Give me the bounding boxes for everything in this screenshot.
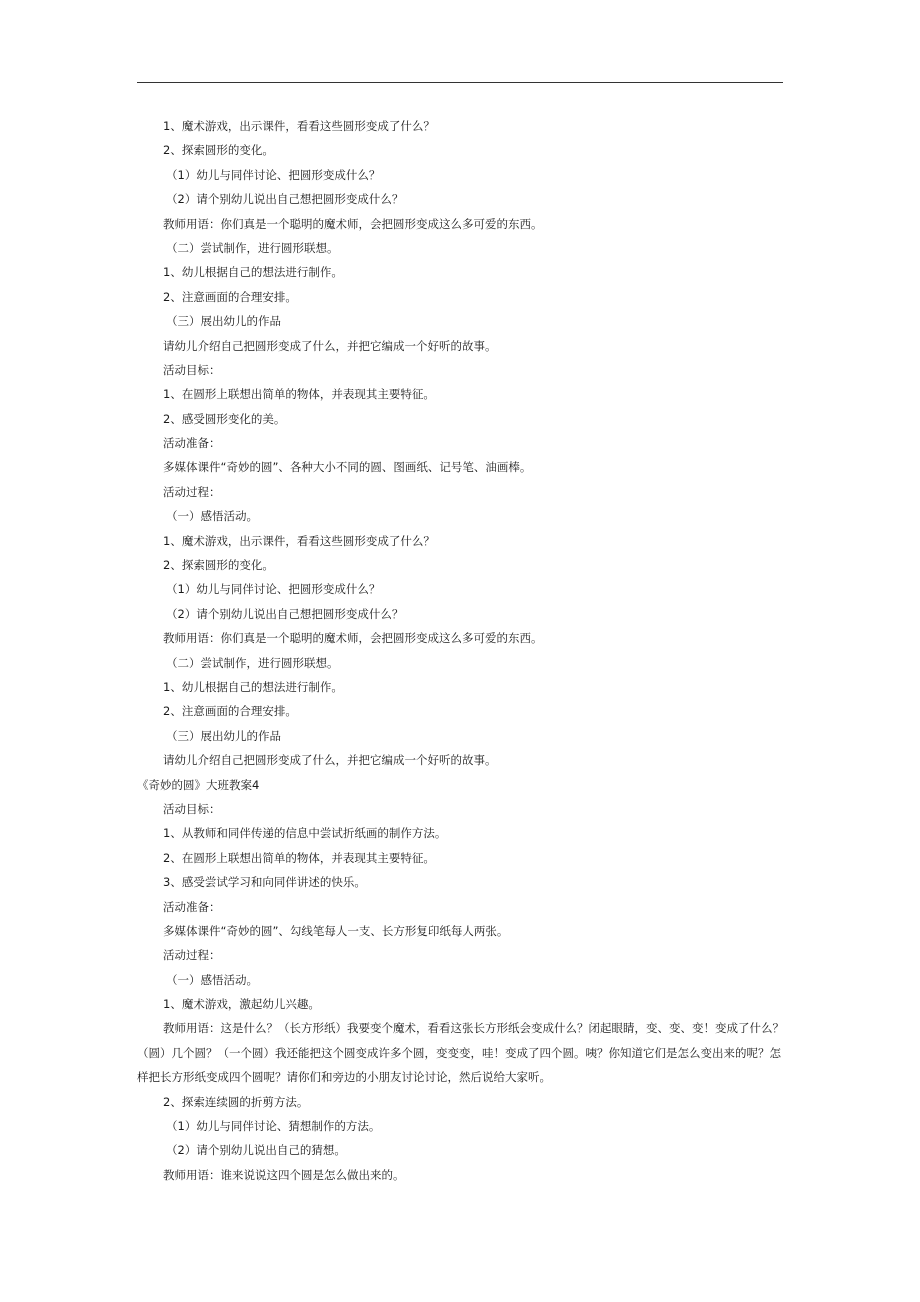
text-line: 1、幼儿根据自己的想法进行制作。: [163, 679, 343, 694]
text-line: （1）幼儿与同伴讨论、把圆形变成什么？: [166, 167, 381, 182]
text-line: （三）展出幼儿的作品: [166, 728, 281, 743]
text-line: （2）请个别幼儿说出自己的猜想。: [166, 1143, 346, 1158]
teacher-speech-paragraph: 教师用语：这是什么？（长方形纸）我要变个魔术，看看这张长方形纸会变成什么？闭起眼睛，变、变、变！变成了什么？（圆）几个圆？（一个圆）我还能把这个圆变成许多个圆，变变变，哇！变成了四个圆。咦？你知道它们是怎么变出来的呢？怎样把长方形纸变成四个圆呢？请你们和旁边的小朋友讨论讨论，然后说给大家听。: [137, 1021, 784, 1085]
text-line: 活动目标：: [163, 362, 221, 377]
document-body: [137, 114, 787, 1187]
text-line: 活动目标：: [163, 801, 221, 816]
text-line: （一）感悟活动。: [166, 972, 258, 987]
text-line: 请幼儿介绍自己把圆形变成了什么，并把它编成一个好听的故事。: [163, 753, 497, 768]
text-line: 2、感受圆形变化的美。: [163, 411, 286, 426]
text-line: （1）幼儿与同伴讨论、猜想制作的方法。: [166, 1119, 381, 1134]
text-line: 1、魔术游戏，激起幼儿兴趣。: [163, 997, 320, 1012]
text-line: 1、从教师和同伴传递的信息中尝试折纸画的制作方法。: [163, 826, 447, 841]
text-line: 多媒体课件“奇妙的圆”、勾线笔每人一支、长方形复印纸每人两张。: [163, 923, 509, 938]
text-line: （2）请个别幼儿说出自己想把圆形变成什么？: [166, 606, 404, 621]
text-line: 2、注意画面的合理安排。: [163, 289, 297, 304]
text-line: 2、在圆形上联想出简单的物体，并表现其主要特征。: [163, 850, 435, 865]
text-line: （一）感悟活动。: [166, 509, 258, 524]
header-rule: [137, 82, 783, 83]
text-line: 3、感受尝试学习和向同伴讲述的快乐。: [163, 875, 366, 890]
text-line: 活动过程：: [163, 484, 221, 499]
text-line: 1、在圆形上联想出简单的物体，并表现其主要特征。: [163, 387, 435, 402]
text-lines: [137, 114, 787, 1016]
text-line: 2、探索圆形的变化。: [163, 143, 274, 158]
text-line: 教师用语：你们真是一个聪明的魔术师，会把圆形变成这么多可爱的东西。: [163, 216, 543, 231]
text-line: （三）展出幼儿的作品: [166, 314, 281, 329]
text-line: 2、注意画面的合理安排。: [163, 704, 297, 719]
text-line: 《奇妙的圆》大班教案4: [137, 777, 260, 792]
text-line: 活动过程：: [163, 948, 221, 963]
text-line: 教师用语：谁来说说这四个圆是怎么做出来的。: [163, 1167, 405, 1182]
text-line: 2、探索连续圆的折剪方法。: [163, 1094, 309, 1109]
text-line: 活动准备：: [163, 436, 221, 451]
text-line: 1、魔术游戏，出示课件，看看这些圆形变成了什么？: [163, 119, 435, 133]
text-line: 多媒体课件“奇妙的圆”、各种大小不同的圆、图画纸、记号笔、油画棒。: [163, 460, 532, 475]
text-line: （2）请个别幼儿说出自己想把圆形变成什么？: [166, 192, 404, 207]
text-line: （1）幼儿与同伴讨论、把圆形变成什么？: [166, 582, 381, 597]
text-line: 2、探索圆形的变化。: [163, 558, 274, 573]
text-lines-after: [137, 1090, 787, 1188]
text-line: 活动准备：: [163, 899, 221, 914]
text-line: 教师用语：你们真是一个聪明的魔术师，会把圆形变成这么多可爱的东西。: [163, 631, 543, 646]
text-line: （二）尝试制作，进行圆形联想。: [166, 655, 339, 670]
text-line: 请幼儿介绍自己把圆形变成了什么，并把它编成一个好听的故事。: [163, 338, 497, 353]
text-line: 1、魔术游戏，出示课件，看看这些圆形变成了什么？: [163, 533, 435, 548]
text-line: 1、幼儿根据自己的想法进行制作。: [163, 265, 343, 280]
text-line: （二）尝试制作，进行圆形联想。: [166, 240, 339, 255]
